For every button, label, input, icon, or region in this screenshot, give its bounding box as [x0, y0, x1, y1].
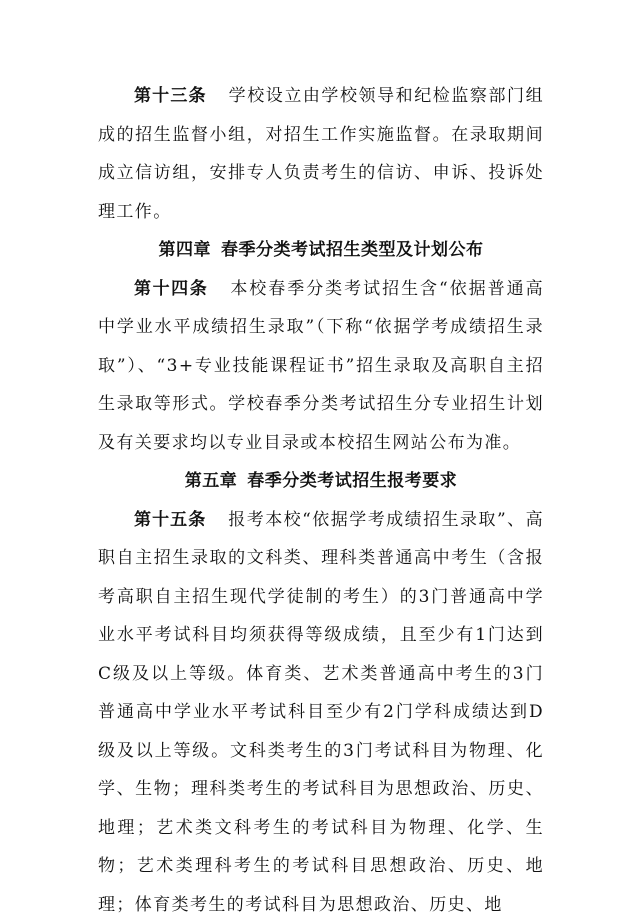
article-15-text: 报考本校“依据学考成绩招生录取”、高职自主招生录取的文科类、理科类普通高中考生（含报考高职自主招生现代学徒制的考生）的3门普通高中学业水平考试科目均须获得等级成绩，且至少有1门达到C级及以上等级。体育类、艺术类普通高中考生的3门普通高中学业水平考试科目至少有2门学科成绩达到D级及以上等级。文科类考生的3门考试科目为物理、化学、生物；理科类考生的考试科目为思想政治、历史、地理；艺术类文科考生的考试科目为物理、化学、生物；艺术类理科考生的考试科目思想政治、历史、地理；体育类考生的考试科目为思想政治、历史、地 [98, 510, 544, 915]
article-14-paragraph [98, 270, 544, 463]
article-15-label: 第十五条 [134, 510, 206, 530]
chapter-4-title: 春季分类考试招生类型及计划公布 [221, 240, 484, 260]
chapter-5-number: 第五章 [185, 471, 238, 491]
article-13-paragraph [98, 77, 544, 231]
chapter-4-number: 第四章 [159, 240, 212, 260]
article-13-text: 学校设立由学校领导和纪检监察部门组成的招生监督小组，对招生工作实施监督。在录取期间成立信访组，安排专人负责考生的信访、申诉、投诉处理工作。 [98, 86, 544, 222]
chapter-4-heading [98, 231, 544, 270]
article-13-label: 第十三条 [134, 86, 207, 106]
article-14-text: 本校春季分类考试招生含“依据普通高中学业水平成绩招生录取”（下称“依据学考成绩招生录取”）、“3+专业技能课程证书”招生录取及高职自主招生录取等形式。学校春季分类考试招生分专业招生计划及有关要求均以专业目录或本校招生网站公布为准。 [98, 279, 544, 453]
article-14-label: 第十四条 [134, 279, 208, 299]
chapter-5-heading [98, 462, 544, 501]
chapter-5-title: 春季分类考试招生报考要求 [247, 471, 457, 491]
article-15-paragraph [98, 501, 544, 924]
